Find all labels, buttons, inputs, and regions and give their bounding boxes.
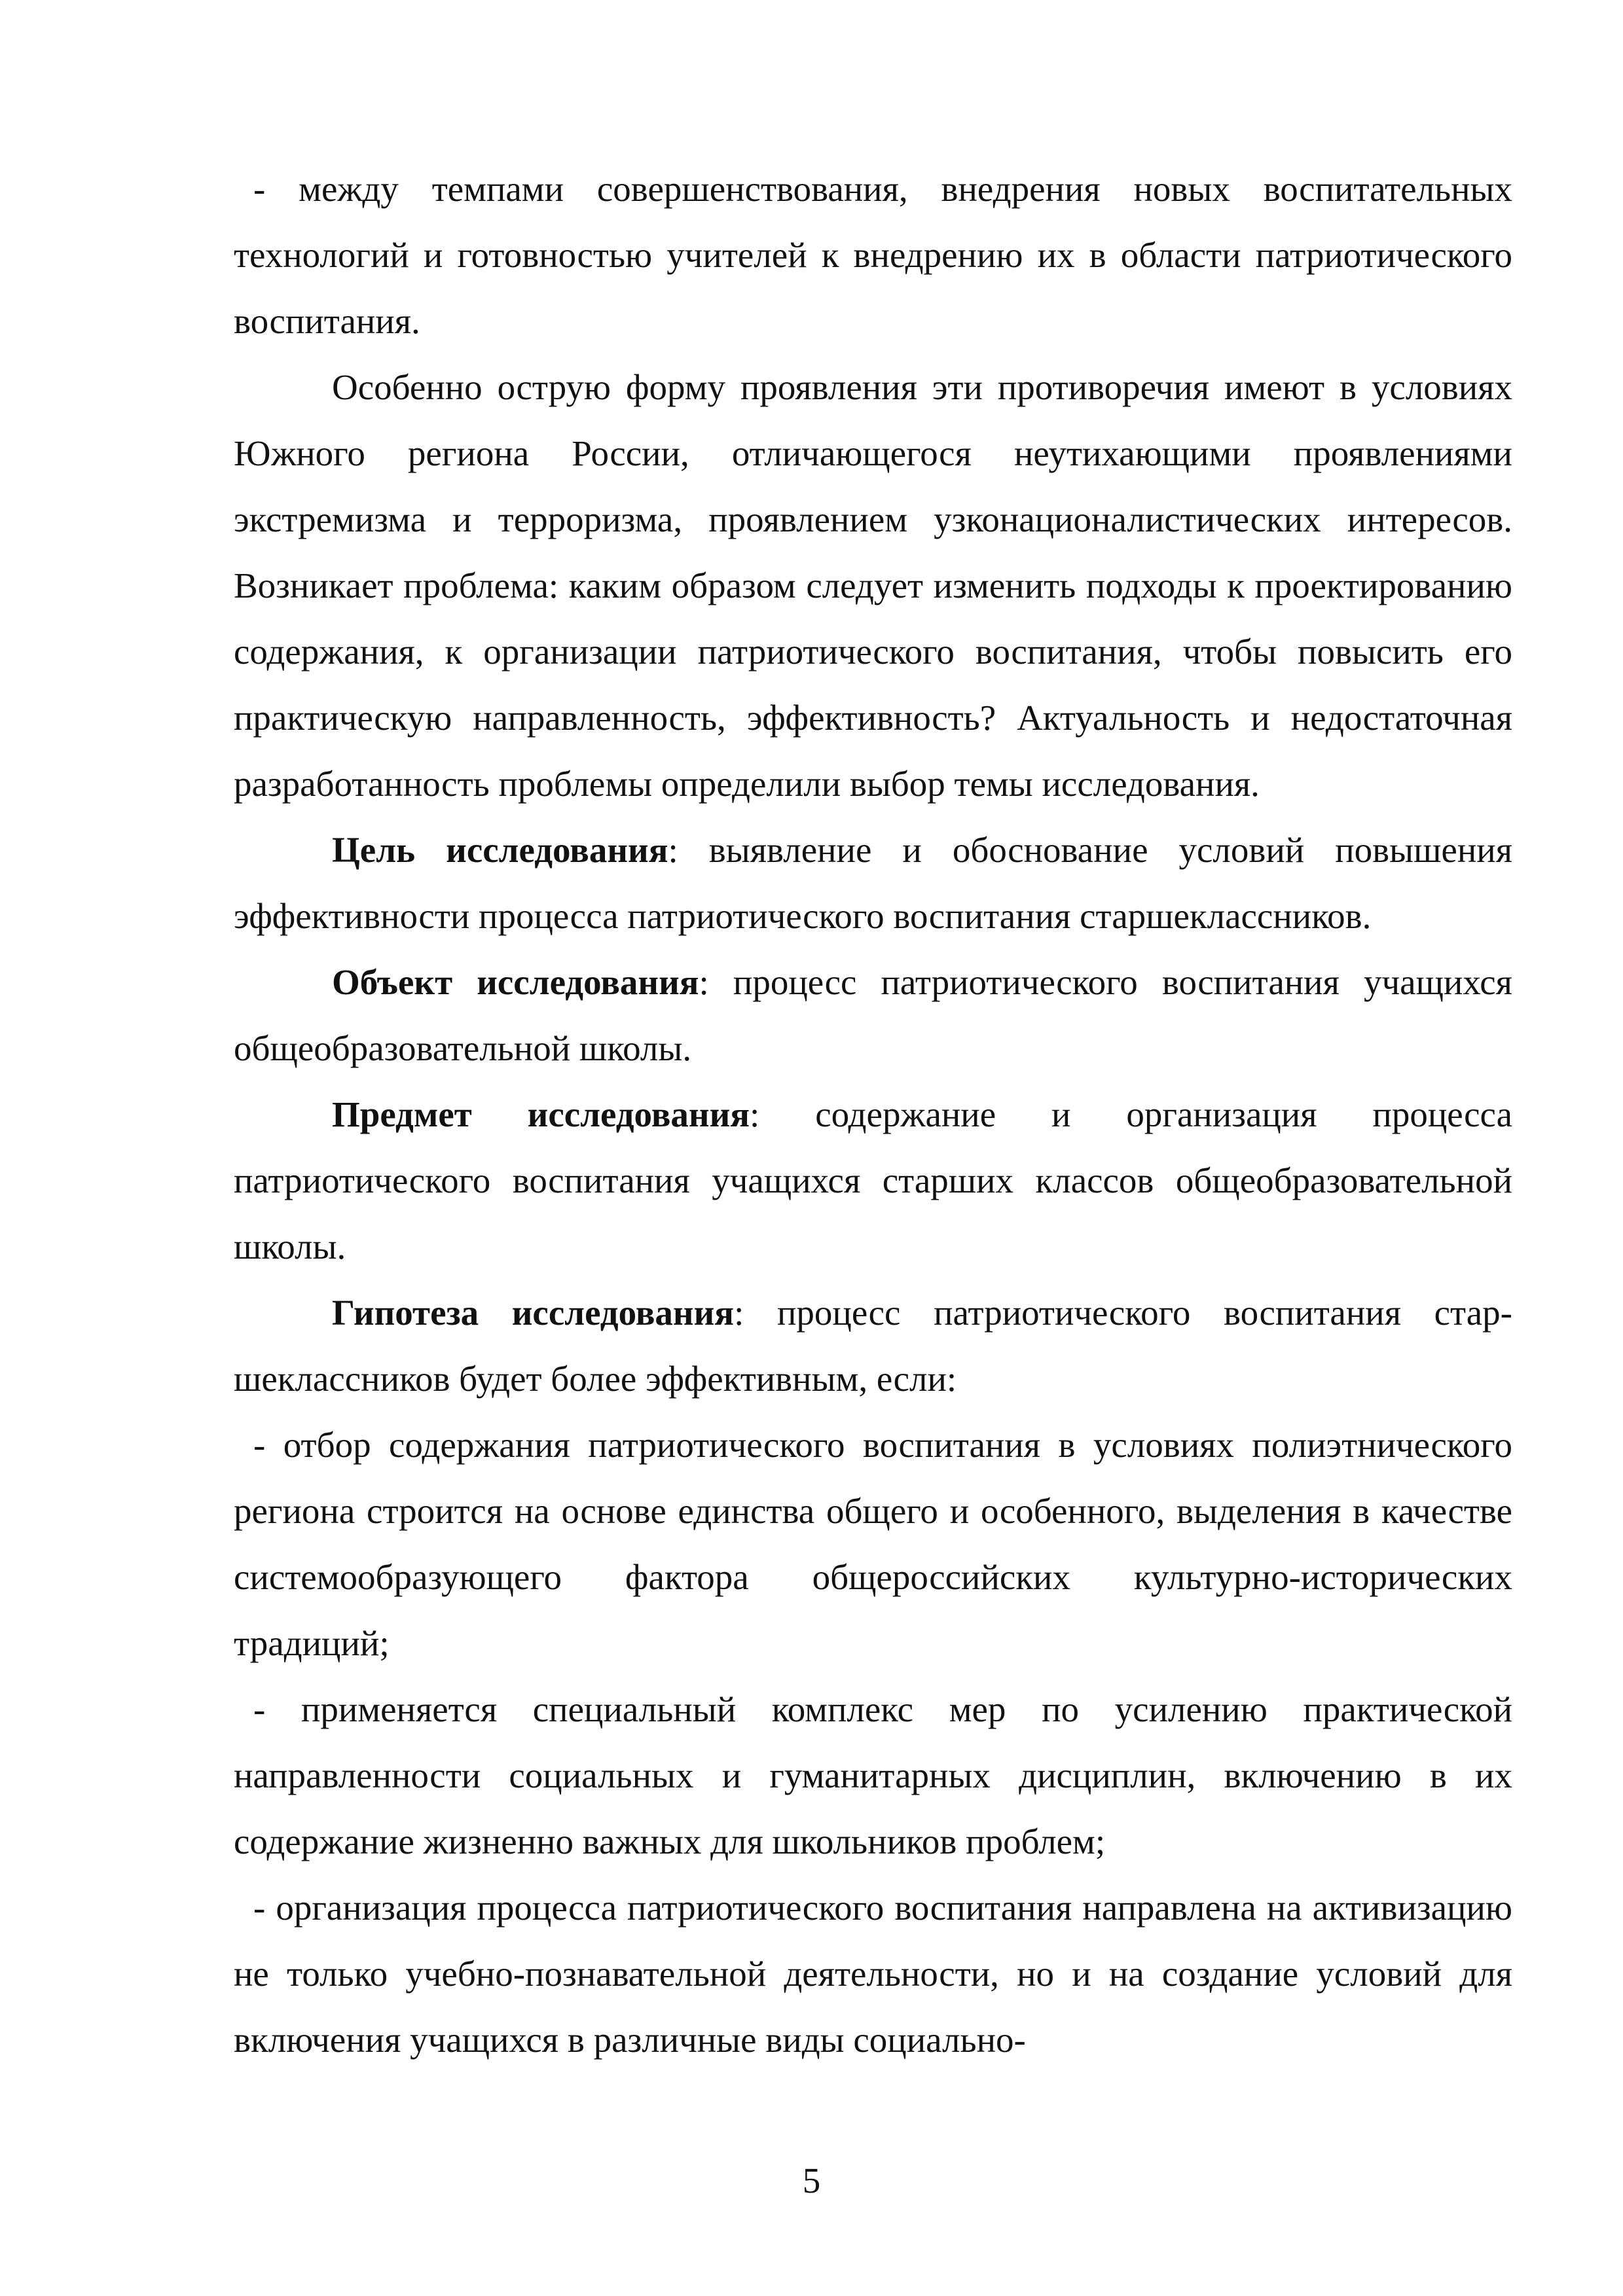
paragraph-text: - организация процесса патриотического воспитания направлена на активизацию не только учебно-познавательной деятельности, но и на создание условий для включения учащихся в различные виды социально- <box>234 1888 1512 2060</box>
list-item-contradiction <box>234 156 1512 354</box>
list-item-hypothesis-3 <box>234 1874 1512 2073</box>
document-page <box>234 156 1512 2073</box>
list-item-hypothesis-1 <box>234 1412 1512 1676</box>
paragraph-text: - применяется специальный комплекс мер по усилению практической направленности социальных и гуманитарных дисциплин, включению в их содержание жизненно важных для школьников проблем; <box>234 1689 1512 1861</box>
paragraph-text: : процесс патриотического воспитания учащихся общеобразовательной школы. <box>234 962 1512 1068</box>
term-heading: Гипотеза исследования <box>332 1293 735 1333</box>
paragraph-text: : процесс патриотического воспитания стар-шеклассников будет более эффективным, если: <box>234 1293 1512 1399</box>
paragraph-text: - между темпами совершенствования, внедрения новых воспитательных технологий и готовностью учителей к внедрению их в области патриотического воспитания. <box>234 169 1512 341</box>
paragraph-research-subject <box>234 1081 1512 1280</box>
page-number: 5 <box>802 2161 821 2200</box>
paragraph-text: - отбор содержания патриотического воспитания в условиях полиэтнического региона строится на основе единства общего и особенного, выделения в качестве системообразующего фактора общероссийских культурно-исторических традиций; <box>234 1425 1512 1663</box>
paragraph-relevance <box>234 354 1512 817</box>
term-heading: Цель исследования <box>332 830 668 870</box>
term-heading: Объект исследования <box>332 962 699 1002</box>
paragraph-text: : содержание и организация процесса патриотического воспитания учащихся старших классов общеобразовательной школы. <box>234 1094 1512 1266</box>
paragraph-research-object <box>234 949 1512 1081</box>
paragraph-research-hypothesis <box>234 1280 1512 1412</box>
paragraph-text: Особенно острую форму проявления эти противоречия имеют в условиях Южного региона России, отличающегося неутихающими проявлениями экстремизма и терроризма, проявлением узконационалистических интересов. Возникает проблема: каким образом следует изменить подходы к проектированию содержания, к организации патриотического воспитания, чтобы повысить его практическую направленность, эффективность? Актуальность и недостаточная разработанность проблемы определили выбор темы исследования. <box>234 367 1512 804</box>
term-heading: Предмет исследования <box>332 1094 750 1134</box>
paragraph-text: : выявление и обоснование условий повышения эффективности процесса патриотического воспитания старшеклассников. <box>234 830 1512 936</box>
paragraph-research-goal <box>234 817 1512 949</box>
list-item-hypothesis-2 <box>234 1676 1512 1874</box>
